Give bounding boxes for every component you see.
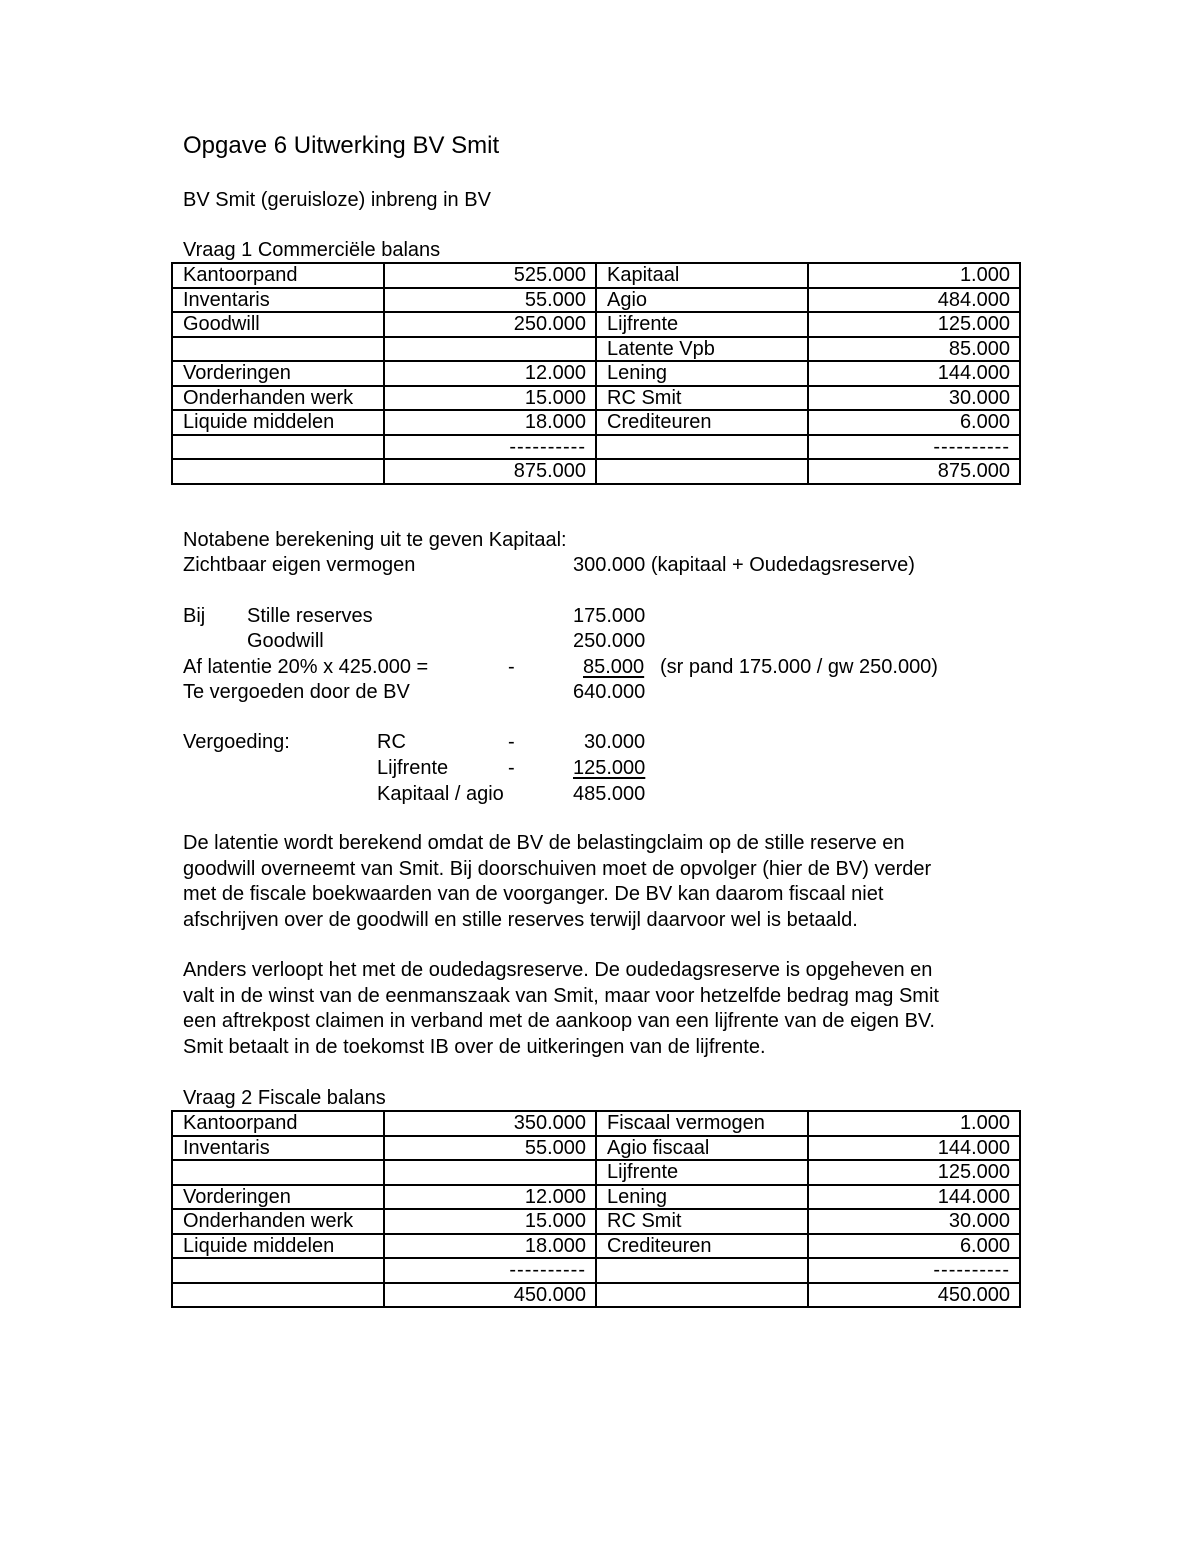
text-line: valt in de winst van de eenmanszaak van Smit, maar voor hetzelfde bedrag mag Smit xyxy=(183,984,939,1007)
table-row xyxy=(172,386,1020,411)
label-cell: Crediteuren xyxy=(596,410,808,435)
amount-cell: 15.000 xyxy=(384,1209,596,1234)
amount-cell xyxy=(384,337,596,362)
label-cell: Kantoorpand xyxy=(172,263,384,288)
latentie-label: Af latentie 20% x 425.000 = xyxy=(183,656,429,678)
text-line: Anders verloopt het met de oudedagsreserve. De oudedagsreserve is opgeheven en xyxy=(183,959,933,981)
table-row xyxy=(172,1185,1020,1210)
te-vergoeden-value: 640.000 xyxy=(573,681,646,703)
amount-cell: 875.000 xyxy=(808,459,1020,484)
stille-label: Stille reserves xyxy=(247,605,373,627)
label-cell: Latente Vpb xyxy=(596,337,808,362)
amount-cell: 12.000 xyxy=(384,361,596,386)
latentie-amount: 85.000 xyxy=(583,656,645,678)
label-cell xyxy=(172,459,384,484)
zichtbaar-label: Zichtbaar eigen vermogen xyxy=(183,554,416,576)
amount-cell: 144.000 xyxy=(808,1185,1020,1210)
amount-cell: 125.000 xyxy=(808,312,1020,337)
label-cell: Onderhanden werk xyxy=(172,1209,384,1234)
table-row xyxy=(172,312,1020,337)
goodwill-value: 250.000 xyxy=(573,630,646,652)
amount-cell: 15.000 xyxy=(384,386,596,411)
stille-value: 175.000 xyxy=(573,605,646,627)
amount-cell: 55.000 xyxy=(384,1136,596,1161)
label-cell: Goodwill xyxy=(172,312,384,337)
text-line: met de fiscale boekwaarden van de voorganger. De BV kan daarom fiscaal niet xyxy=(183,883,884,905)
latentie-value xyxy=(573,654,644,680)
table-row xyxy=(172,1111,1020,1136)
label-cell: Vorderingen xyxy=(172,361,384,386)
table-row xyxy=(172,1234,1020,1259)
amount-cell: 55.000 xyxy=(384,288,596,313)
amount-cell: 450.000 xyxy=(808,1283,1020,1308)
page-title: Opgave 6 Uitwerking BV Smit xyxy=(183,132,500,159)
amount-cell: 1.000 xyxy=(808,1111,1020,1136)
subtitle: BV Smit (geruisloze) inbreng in BV xyxy=(183,189,491,211)
calc-heading: Notabene berekening uit te geven Kapitaal: xyxy=(183,529,567,551)
label-cell xyxy=(596,1283,808,1308)
label-cell: RC Smit xyxy=(596,1209,808,1234)
paragraph-latentie xyxy=(183,831,1043,933)
text-line: De latentie wordt berekend omdat de BV de belastingclaim op de stille reserve en xyxy=(183,832,905,854)
label-cell xyxy=(172,1258,384,1283)
table-row xyxy=(172,1160,1020,1185)
q2-heading: Vraag 2 Fiscale balans xyxy=(183,1087,386,1109)
label-cell: Fiscaal vermogen xyxy=(596,1111,808,1136)
amount-cell: 12.000 xyxy=(384,1185,596,1210)
amount-cell: 125.000 xyxy=(808,1160,1020,1185)
lijfrente-sign: - xyxy=(508,757,515,779)
rc-value: 30.000 xyxy=(584,731,646,753)
amount-cell: 6.000 xyxy=(808,410,1020,435)
label-cell: Agio xyxy=(596,288,808,313)
lijfrente-value xyxy=(573,755,645,781)
table-row xyxy=(172,288,1020,313)
table-row xyxy=(172,1136,1020,1161)
label-cell xyxy=(596,459,808,484)
lijfrente-label: Lijfrente xyxy=(377,757,449,779)
amount-cell: 18.000 xyxy=(384,1234,596,1259)
amount-cell: 450.000 xyxy=(384,1283,596,1308)
amount-cell xyxy=(384,1160,596,1185)
table-row xyxy=(172,263,1020,288)
amount-cell: 144.000 xyxy=(808,361,1020,386)
amount-cell: 18.000 xyxy=(384,410,596,435)
bij-label: Bij xyxy=(183,605,206,627)
amount-cell: 250.000 xyxy=(384,312,596,337)
table-row xyxy=(172,435,1020,460)
label-cell: Lijfrente xyxy=(596,1160,808,1185)
latentie-note: (sr pand 175.000 / gw 250.000) xyxy=(660,656,938,678)
commercial-balance-table xyxy=(171,262,1021,485)
amount-cell: ---------- xyxy=(808,1258,1020,1283)
label-cell: Onderhanden werk xyxy=(172,386,384,411)
amount-cell: 6.000 xyxy=(808,1234,1020,1259)
kapitaal-value: 485.000 xyxy=(573,783,646,805)
amount-cell: ---------- xyxy=(808,435,1020,460)
rc-label: RC xyxy=(377,731,406,753)
label-cell: Inventaris xyxy=(172,288,384,313)
label-cell: Lening xyxy=(596,361,808,386)
amount-cell: 1.000 xyxy=(808,263,1020,288)
amount-cell: 525.000 xyxy=(384,263,596,288)
table-row xyxy=(172,459,1020,484)
label-cell: RC Smit xyxy=(596,386,808,411)
label-cell: Lijfrente xyxy=(596,312,808,337)
amount-cell: 484.000 xyxy=(808,288,1020,313)
amount-cell: 30.000 xyxy=(808,386,1020,411)
zichtbaar-value: 300.000 (kapitaal + Oudedagsreserve) xyxy=(573,554,915,576)
paragraph-oudedagsreserve xyxy=(183,958,1043,1060)
amount-cell: ---------- xyxy=(384,1258,596,1283)
goodwill-label: Goodwill xyxy=(247,630,324,652)
label-cell: Vorderingen xyxy=(172,1185,384,1210)
amount-cell: ---------- xyxy=(384,435,596,460)
amount-cell: 85.000 xyxy=(808,337,1020,362)
label-cell: Kantoorpand xyxy=(172,1111,384,1136)
text-line: Smit betaalt in de toekomst IB over de uitkeringen van de lijfrente. xyxy=(183,1035,766,1058)
label-cell: Kapitaal xyxy=(596,263,808,288)
label-cell xyxy=(596,1258,808,1283)
label-cell xyxy=(172,1160,384,1185)
table-row xyxy=(172,1283,1020,1308)
table-row xyxy=(172,1258,1020,1283)
text-line: goodwill overneemt van Smit. Bij doorschuiven moet de opvolger (hier de BV) verder xyxy=(183,857,932,880)
kapitaal-label: Kapitaal / agio xyxy=(377,783,504,805)
label-cell: Agio fiscaal xyxy=(596,1136,808,1161)
text-line: een aftrekpost claimen in verband met de aankoop van een lijfrente van de eigen BV. xyxy=(183,1010,935,1032)
lijfrente-amount: 125.000 xyxy=(573,757,646,779)
fiscal-balance-table xyxy=(171,1110,1021,1308)
label-cell: Lening xyxy=(596,1185,808,1210)
table-row xyxy=(172,410,1020,435)
label-cell: Liquide middelen xyxy=(172,1234,384,1259)
latentie-sign: - xyxy=(508,656,515,678)
te-vergoeden-label: Te vergoeden door de BV xyxy=(183,681,410,703)
amount-cell: 144.000 xyxy=(808,1136,1020,1161)
label-cell xyxy=(596,435,808,460)
label-cell xyxy=(172,435,384,460)
amount-cell: 30.000 xyxy=(808,1209,1020,1234)
table-row xyxy=(172,1209,1020,1234)
amount-cell: 350.000 xyxy=(384,1111,596,1136)
label-cell xyxy=(172,337,384,362)
rc-sign: - xyxy=(508,731,515,753)
label-cell xyxy=(172,1283,384,1308)
amount-cell: 875.000 xyxy=(384,459,596,484)
vergoeding-label: Vergoeding: xyxy=(183,731,290,753)
text-line: afschrijven over de goodwill en stille reserves terwijl daarvoor wel is betaald. xyxy=(183,908,858,931)
table-row xyxy=(172,337,1020,362)
label-cell: Crediteuren xyxy=(596,1234,808,1259)
label-cell: Liquide middelen xyxy=(172,410,384,435)
q1-heading: Vraag 1 Commerciële balans xyxy=(183,239,441,261)
label-cell: Inventaris xyxy=(172,1136,384,1161)
table-row xyxy=(172,361,1020,386)
